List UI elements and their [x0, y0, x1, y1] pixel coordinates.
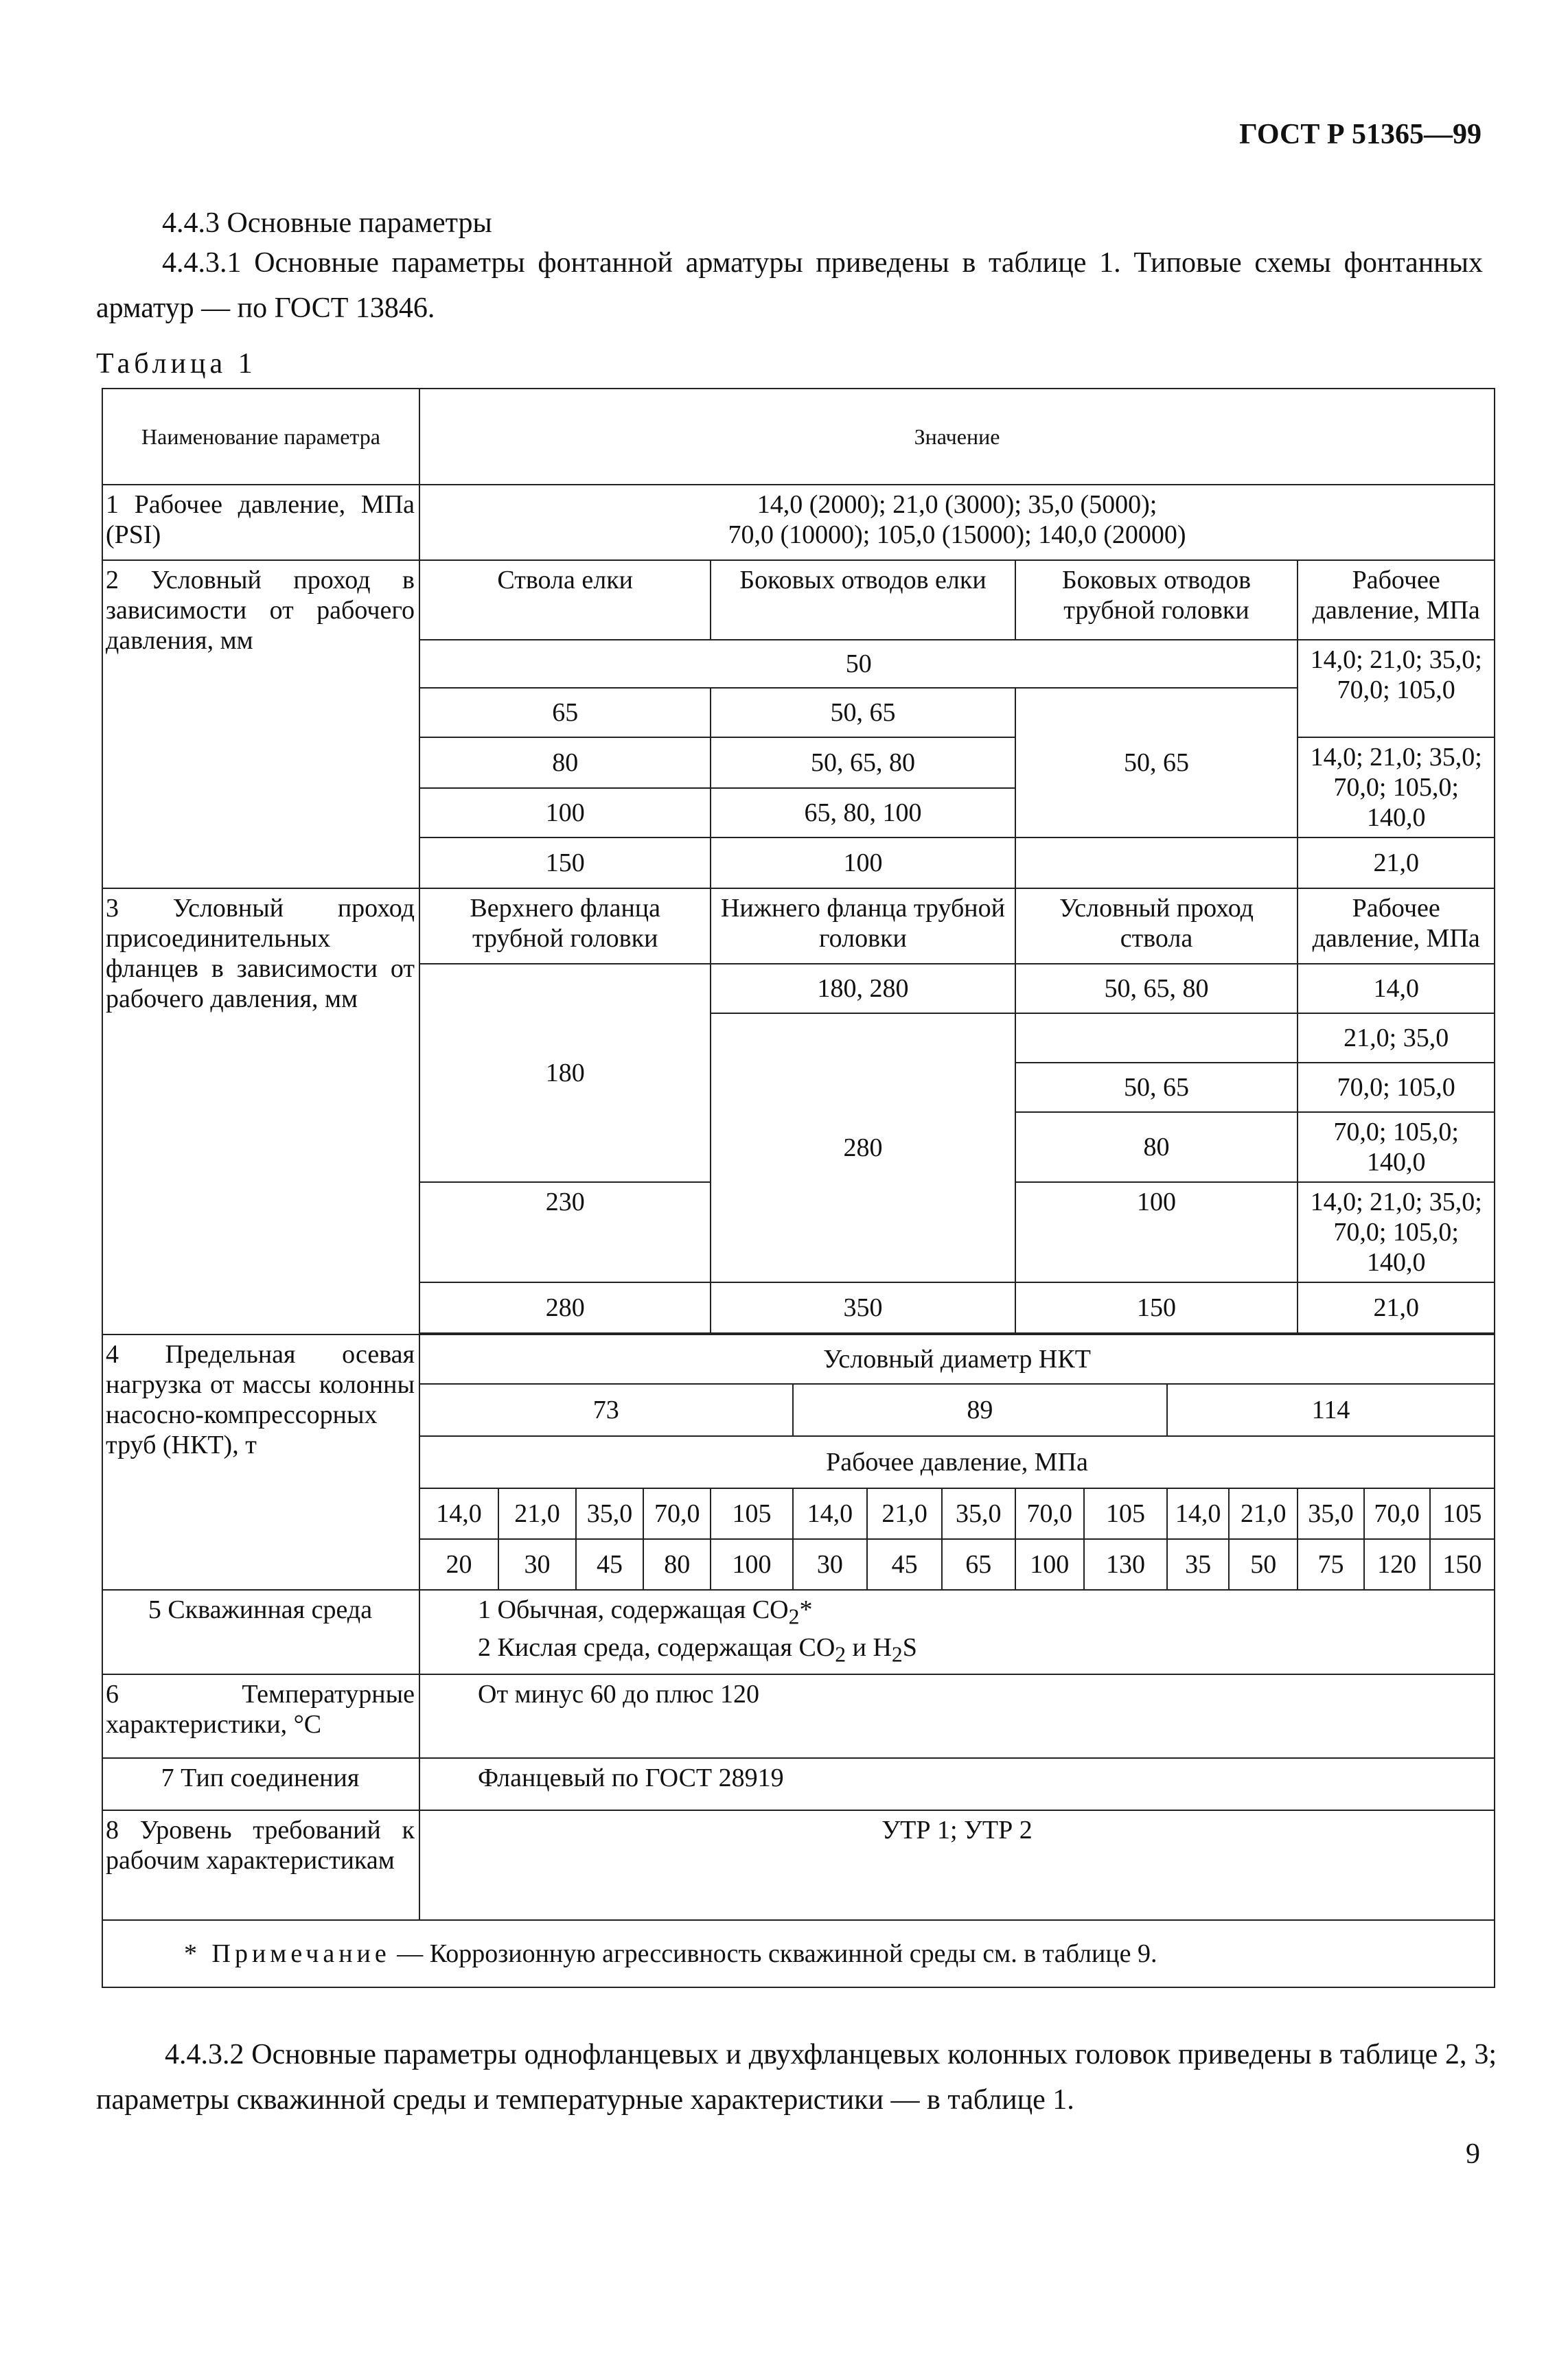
r4-pressure: 21,0: [498, 1488, 576, 1539]
r3-lower-180-280: 180, 280: [711, 964, 1015, 1013]
row-1-value: [419, 485, 1495, 560]
r2-trunk-100: 100: [419, 788, 711, 837]
r2-header-side-head: Боковых отводов трубной головки: [1015, 560, 1298, 640]
r4-load: 75: [1298, 1539, 1363, 1590]
r3-pressure-21: 21,0: [1298, 1282, 1495, 1333]
r4-pressure: 70,0: [643, 1488, 711, 1539]
r4-diameter: 114: [1167, 1384, 1495, 1436]
r4-load: 80: [643, 1539, 711, 1590]
r4-load: 35: [1167, 1539, 1229, 1590]
r2-header-pressure: Рабочее давление, МПа: [1298, 560, 1495, 640]
r3-lower-280: 280: [711, 1013, 1015, 1282]
row-7-value: Фланцевый по ГОСТ 28919: [419, 1758, 1495, 1810]
r4-load: 130: [1084, 1539, 1167, 1590]
r4-load: 50: [1229, 1539, 1298, 1590]
row-1-value-line2: 70,0 (10000); 105,0 (15000); 140,0 (20000): [728, 520, 1186, 549]
r4-pressure: 35,0: [942, 1488, 1015, 1539]
r4-load: 45: [867, 1539, 942, 1590]
r4-pressure: 70,0: [1015, 1488, 1084, 1539]
r4-pressure: 105: [1430, 1488, 1495, 1539]
r4-pressure: 35,0: [1298, 1488, 1363, 1539]
r3-header-pressure: Рабочее давление, МПа: [1298, 888, 1495, 964]
row-4-label: 4 Предельная осевая нагрузка от массы колонны насосно-компрессорных труб (НКТ), т: [102, 1335, 419, 1590]
r2-pressure-2: 14,0; 21,0; 35,0; 70,0; 105,0; 140,0: [1298, 737, 1495, 837]
table-caption: Таблица 1: [96, 348, 257, 380]
r4-load: 100: [711, 1539, 792, 1590]
r2-head-empty: [1015, 837, 1298, 888]
r4-load: 20: [419, 1539, 498, 1590]
r3-pressure-all: 14,0; 21,0; 35,0; 70,0; 105,0; 140,0: [1298, 1182, 1495, 1282]
r4-load: 45: [576, 1539, 643, 1590]
section-heading: 4.4.3 Основные параметры: [162, 207, 492, 239]
r2-span-50: 50: [419, 640, 1298, 688]
r3-upper-230: 230: [419, 1182, 711, 1282]
r4-load: 65: [942, 1539, 1015, 1590]
r2-pressure-1: 14,0; 21,0; 35,0; 70,0; 105,0: [1298, 640, 1495, 737]
row-7-label: 7 Тип соединения: [102, 1758, 419, 1810]
row-1-value-line1: 14,0 (2000); 21,0 (3000); 35,0 (5000);: [757, 490, 1157, 519]
r4-pressure: 105: [1084, 1488, 1167, 1539]
r4-diameter-header: Условный диаметр НКТ: [419, 1335, 1495, 1384]
intro-paragraph: 4.4.3.1 Основные параметры фонтанной арматуры приведены в таблице 1. Типовые схемы фонтанных арматур — по ГОСТ 13846.: [96, 247, 1483, 324]
r2-head-50-65: 50, 65: [1015, 688, 1298, 837]
r2-side-50-65-80: 50, 65, 80: [711, 737, 1015, 788]
table-note: [102, 1920, 1495, 1987]
row-5-label: 5 Скважинная среда: [102, 1590, 419, 1674]
page-number: 9: [1466, 2138, 1480, 2170]
parameters-table: [102, 388, 1495, 1988]
r2-pressure-3: 21,0: [1298, 837, 1495, 888]
r2-trunk-150: 150: [419, 837, 711, 888]
r4-pressure-header: Рабочее давление, МПа: [419, 1436, 1495, 1488]
r4-load: 30: [793, 1539, 868, 1590]
r3-bore-empty: [1015, 1013, 1298, 1063]
r2-header-side-tree: Боковых отводов елки: [711, 560, 1015, 640]
r2-trunk-80: 80: [419, 737, 711, 788]
note-label: * Примечание: [184, 1939, 391, 1969]
r2-side-50-65: 50, 65: [711, 688, 1015, 737]
r2-trunk-65: 65: [419, 688, 711, 737]
r3-upper-180: 180: [419, 964, 711, 1182]
r2-side-65-80-100: 65, 80, 100: [711, 788, 1015, 837]
standard-header: ГОСТ Р 51365—99: [1239, 119, 1481, 150]
r3-header-bore: Условный проход ствола: [1015, 888, 1298, 964]
r4-pressure: 14,0: [793, 1488, 868, 1539]
after-paragraph: 4.4.3.2 Основные параметры однофланцевых и двухфланцевых колонных головок приведены в таблице 2, 3; параметры скважинной среды и температурные характеристики — в таблице 1.: [96, 2039, 1497, 2116]
r2-side-100: 100: [711, 837, 1015, 888]
r4-diameter: 89: [793, 1384, 1168, 1436]
r3-bore-150: 150: [1015, 1282, 1298, 1333]
col-header-value: Значение: [419, 389, 1495, 485]
r3-upper-280: 280: [419, 1282, 711, 1333]
r4-pressure: 14,0: [1167, 1488, 1229, 1539]
r3-bore-100: 100: [1015, 1182, 1298, 1282]
row-6-value: От минус 60 до плюс 120: [419, 1674, 1495, 1758]
note-text: — Коррозионную агрессивность скважинной среды см. в таблице 9.: [390, 1939, 1157, 1969]
r3-pressure-70-140: 70,0; 105,0; 140,0: [1298, 1112, 1495, 1182]
r4-pressure: 21,0: [867, 1488, 942, 1539]
row-6-label: 6 Температурные характеристики, °С: [102, 1674, 419, 1758]
r3-lower-350: 350: [711, 1282, 1015, 1333]
r4-pressure: 35,0: [576, 1488, 643, 1539]
r4-pressure: 21,0: [1229, 1488, 1298, 1539]
row-8-value: УТР 1; УТР 2: [419, 1810, 1495, 1920]
row-3-label: 3 Условный проход присоединительных фланцев в зависимости от рабочего давления, мм: [102, 888, 419, 1335]
row-5-line2: 2 Кислая среда, содержащая $CO_2$ и $H_2S$: [478, 1632, 917, 1667]
col-header-name: Наименование параметра: [102, 389, 419, 485]
r2-header-trunk: Ствола елки: [419, 560, 711, 640]
r3-bore-50-65-80: 50, 65, 80: [1015, 964, 1298, 1013]
row-5-line1: 1 Обычная, содержащая $CO_2*$: [478, 1595, 813, 1629]
r3-pressure-21-35: 21,0; 35,0: [1298, 1013, 1495, 1063]
row-8-label: 8 Уровень требований к рабочим характеристикам: [102, 1810, 419, 1920]
r4-pressure: 70,0: [1364, 1488, 1430, 1539]
r3-bore-80: 80: [1015, 1112, 1298, 1182]
r3-pressure-70-105: 70,0; 105,0: [1298, 1063, 1495, 1112]
r4-load: 100: [1015, 1539, 1084, 1590]
r4-load: 120: [1364, 1539, 1430, 1590]
row-1-label: 1 Рабочее давление, МПа (PSI): [102, 485, 419, 560]
r4-load: 150: [1430, 1539, 1495, 1590]
row-5-value: [419, 1590, 1495, 1674]
r3-pressure-14: 14,0: [1298, 964, 1495, 1013]
r4-pressure: 14,0: [419, 1488, 498, 1539]
r3-header-upper: Верхнего фланца трубной головки: [419, 888, 711, 964]
r4-diameter: 73: [419, 1384, 793, 1436]
r4-load: 30: [498, 1539, 576, 1590]
r3-bore-50-65: 50, 65: [1015, 1063, 1298, 1112]
r4-pressure: 105: [711, 1488, 792, 1539]
r3-header-lower: Нижнего фланца трубной головки: [711, 888, 1015, 964]
row-2-label: 2 Условный проход в зависимости от рабочего давления, мм: [102, 560, 419, 888]
